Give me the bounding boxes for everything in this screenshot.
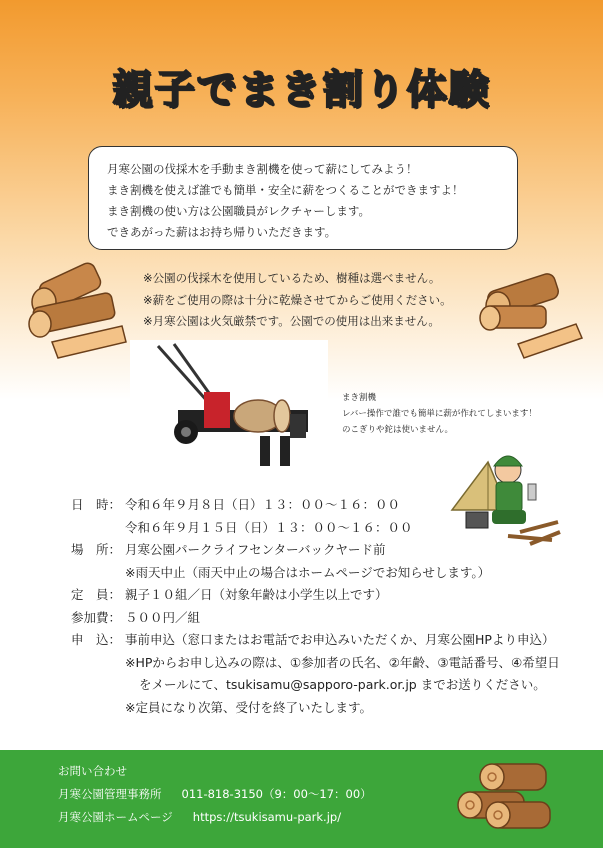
page-title: 親子でまき割り体験 bbox=[112, 67, 491, 113]
contact-web-row bbox=[58, 806, 372, 829]
place-value: 月寒公園パークライフセンターバックヤード前 bbox=[125, 542, 386, 557]
apply-note-2: をメールにて、tsukisamu@sapporo-park.or.jp までお送りください。 bbox=[139, 677, 546, 692]
contact-heading: お問い合わせ bbox=[58, 764, 127, 778]
place-row bbox=[71, 539, 560, 562]
intro-line: まき割機を使えば誰でも簡単・安全に薪をつくることができますよ！ bbox=[107, 183, 464, 197]
place-label: 場 所： bbox=[71, 542, 122, 557]
event-info bbox=[71, 494, 560, 719]
office-name: 月寒公園管理事務所 bbox=[58, 787, 162, 801]
contact-info bbox=[58, 760, 372, 829]
date-label: 日 時： bbox=[71, 497, 122, 512]
fee-label: 参加費： bbox=[71, 609, 122, 625]
date-1: 令和６年９月８日（日）１３：００～１６：００ bbox=[125, 497, 401, 512]
apply-row bbox=[71, 629, 560, 652]
note-line: ※公園の伐採木を使用しているため、樹種は選べません。 bbox=[143, 271, 441, 285]
intro-line: まき割機の使い方は公園職員がレクチャーします。 bbox=[107, 204, 371, 218]
firewood-left-illustration bbox=[22, 262, 132, 360]
caption-title: まき割機 bbox=[342, 393, 377, 403]
date-row bbox=[71, 494, 560, 517]
office-phone: 011-818-3150（9：00～17：00） bbox=[181, 787, 372, 801]
apply-value: 事前申込（窓口またはお電話でお申込みいただくか、月寒公園HPより申込） bbox=[125, 632, 555, 647]
capacity-value: 親子１０組／日（対象年齢は小学生以上です） bbox=[125, 587, 388, 602]
fee-row bbox=[71, 607, 560, 630]
apply-label: 申 込： bbox=[71, 632, 122, 647]
intro-box bbox=[88, 146, 518, 250]
note-line: ※薪をご使用の際は十分に乾燥させてからご使用ください。 bbox=[143, 292, 452, 307]
intro-line: できあがった薪はお持ち帰りいただきます。 bbox=[107, 225, 337, 239]
homepage-label: 月寒公園ホームページ bbox=[58, 810, 173, 824]
capacity-row bbox=[71, 584, 560, 607]
apply-note-1: ※HPからお申し込みの際は、①参加者の氏名、②年齢、③電話番号、④希望日 bbox=[125, 654, 560, 670]
apply-note-3: ※定員になり次第、受付を終了いたします。 bbox=[125, 699, 372, 715]
contact-phone-row bbox=[58, 783, 372, 806]
splitter-caption bbox=[342, 390, 537, 438]
firewood-right-illustration bbox=[478, 262, 588, 360]
caption-line: レバー操作で誰でも簡単に薪が作れてしまいます！ bbox=[342, 409, 537, 419]
place-note: ※雨天中止（雨天中止の場合はホームページでお知らせします。） bbox=[125, 564, 491, 580]
capacity-label: 定 員： bbox=[71, 587, 122, 602]
log-splitter-photo bbox=[130, 340, 328, 472]
intro-line: 月寒公園の伐採木を手動まき割機を使って薪にしてみよう！ bbox=[107, 162, 418, 176]
caption-line: のこぎりや鉈は使いません。 bbox=[342, 425, 454, 435]
fee-value: ５００円／組 bbox=[125, 609, 201, 625]
note-line: ※月寒公園は火気厳禁です。公園での使用は出来ません。 bbox=[143, 314, 440, 328]
date-2: 令和６年９月１５日（日）１３：００～１６：００ bbox=[125, 519, 413, 535]
notes bbox=[143, 268, 452, 333]
log-pile-illustration bbox=[452, 758, 552, 842]
homepage-url[interactable]: https://tsukisamu-park.jp/ bbox=[192, 810, 342, 824]
